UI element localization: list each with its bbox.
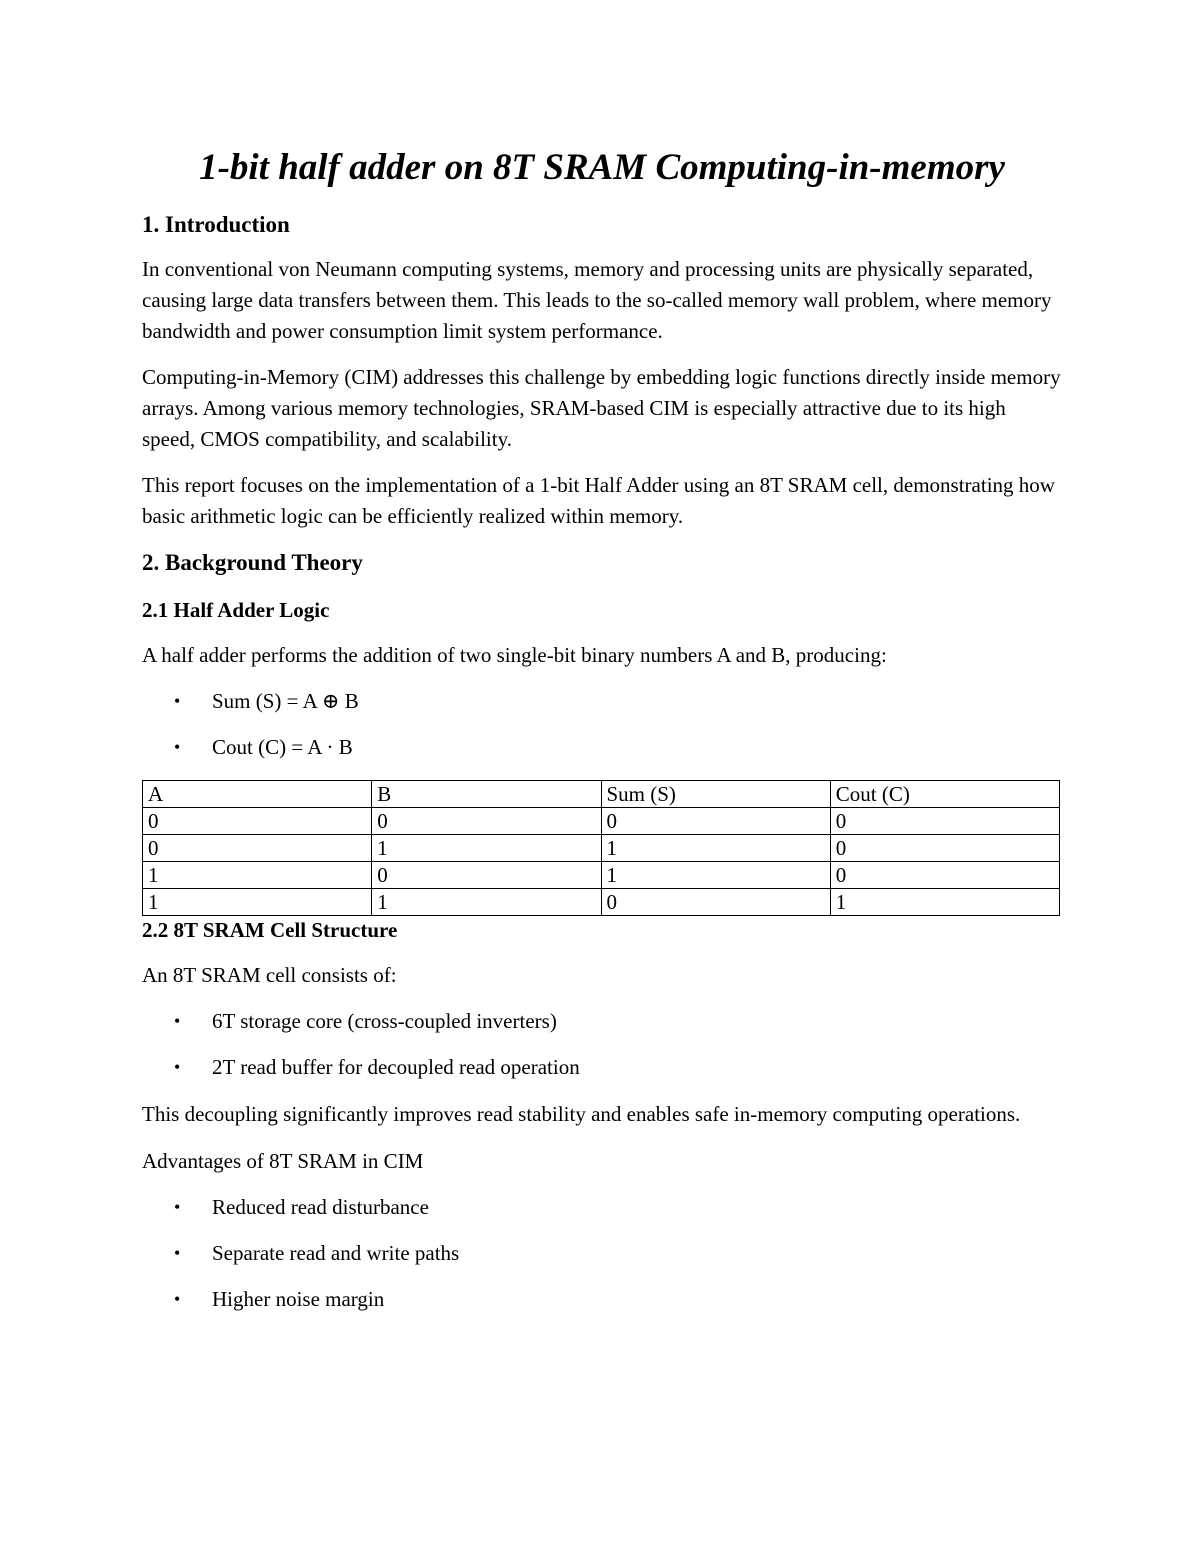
table-cell: 0 [830,835,1059,862]
table-cell: 0 [601,808,830,835]
intro-paragraph-3: This report focuses on the implementation of a 1-bit Half Adder using an 8T SRAM cell, demonstrating how basic arithmetic logic can be efficiently realized within memory. [142,473,1055,528]
table-cell: 1 [143,862,372,889]
intro-paragraph-2: Computing-in-Memory (CIM) addresses this challenge by embedding logic functions directly inside memory arrays. Among various memory technologies, SRAM-based CIM is especially attractive due to its high speed, CMOS compatibility, and scalability. [142,365,1061,451]
table-header-cell: B [372,781,601,808]
table-cell: 0 [372,862,601,889]
subsection-heading-sram: 2.2 8T SRAM Cell Structure [142,918,398,942]
document-title: 1-bit half adder on 8T SRAM Computing-in-memory [199,147,1005,188]
sram-paragraph-1: An 8T SRAM cell consists of: [142,963,397,987]
half-adder-equations-list [142,686,1062,763]
section-heading-background: 2. Background Theory [142,550,363,575]
table-cell: 1 [372,889,601,916]
table-cell: 0 [143,808,372,835]
list-item: • Reduced read disturbance [142,1192,1062,1223]
table-header-cell: Sum (S) [601,781,830,808]
table-cell: 1 [830,889,1059,916]
table-cell: 0 [601,889,830,916]
sram-paragraph-2: This decoupling significantly improves read stability and enables safe in-memory computing operations. [142,1102,1021,1126]
table-row [143,835,1060,862]
list-item: • Sum (S) = A ⊕ B [142,686,1062,717]
table-cell: 0 [143,835,372,862]
list-item: • 6T storage core (cross-coupled inverters) [142,1006,1062,1037]
half-adder-paragraph: A half adder performs the addition of two single-bit binary numbers A and B, producing: [142,643,887,667]
table-cell: 1 [601,862,830,889]
bullet-icon: • [174,737,181,757]
sram-advantages-list [142,1192,1062,1315]
table-cell: 1 [372,835,601,862]
bullet-icon: • [174,1243,181,1263]
subsection-heading-half-adder: 2.1 Half Adder Logic [142,598,330,622]
table-row [143,889,1060,916]
bullet-icon: • [174,1011,181,1031]
table-header-cell: Cout (C) [830,781,1059,808]
bullet-icon: • [174,1057,181,1077]
truth-table [142,780,1060,916]
list-item: • Cout (C) = A · B [142,732,1062,763]
table-row [143,862,1060,889]
table-header-cell: A [143,781,372,808]
section-heading-introduction: 1. Introduction [142,212,290,237]
bullet-icon: • [174,691,181,711]
list-item: • 2T read buffer for decoupled read operation [142,1052,1062,1083]
table-cell: 0 [830,862,1059,889]
list-item: • Higher noise margin [142,1284,1062,1315]
table-row [143,808,1060,835]
sram-structure-list [142,1006,1062,1083]
table-cell: 0 [830,808,1059,835]
bullet-icon: • [174,1197,181,1217]
intro-paragraph-1: In conventional von Neumann computing systems, memory and processing units are physically separated, causing large data transfers between them. This leads to the so-called memory wall problem, where memory bandwidth and power consumption limit system performance. [142,257,1052,343]
document-page [142,140,1062,1315]
sram-paragraph-3: Advantages of 8T SRAM in CIM [142,1149,424,1173]
table-header-row [143,781,1060,808]
table-cell: 1 [143,889,372,916]
list-item: • Separate read and write paths [142,1238,1062,1269]
bullet-icon: • [174,1289,181,1309]
table-cell: 0 [372,808,601,835]
table-cell: 1 [601,835,830,862]
